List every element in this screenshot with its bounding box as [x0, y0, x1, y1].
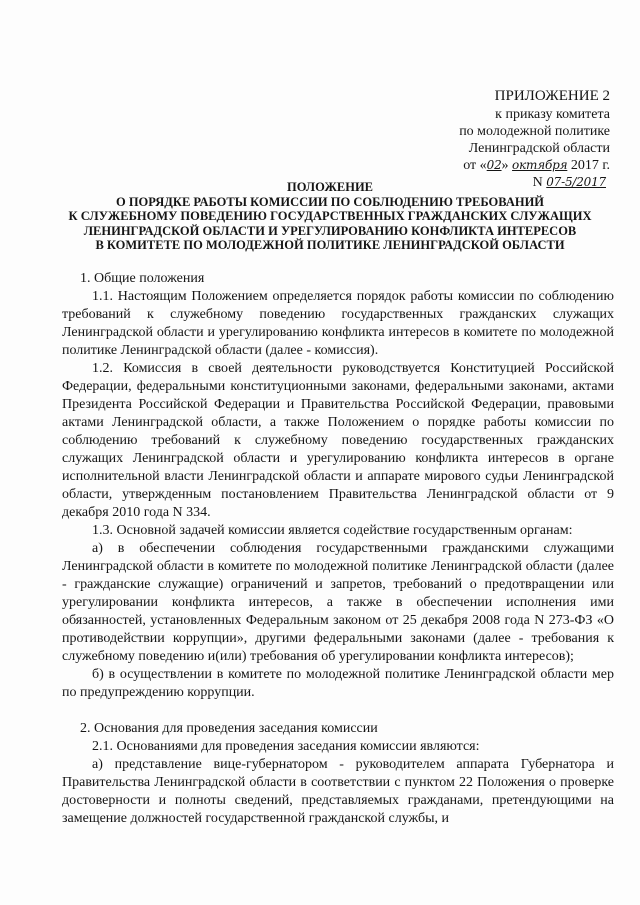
- title-line-3: К СЛУЖЕБНОМУ ПОВЕДЕНИЮ ГОСУДАРСТВЕННЫХ ГРАЖДАНСКИХ СЛУЖАЩИХ: [68, 209, 592, 223]
- date-prefix: от «: [463, 158, 487, 173]
- section-spacer: [62, 702, 614, 720]
- appendix-title: ПРИЛОЖЕНИЕ 2: [494, 88, 610, 104]
- appendix-region-line: Ленинградской области: [468, 141, 610, 156]
- paragraph-2-1-a: а) представление вице-губернатором - руководителем аппарата Губернатора и Правительства Ленинградской области в соответствии с пунктом 22 Положения о проверке достоверности и полноты сведений, представляемых гражданами, претендующими на замещение должностей государственной гражданской службы, и: [62, 757, 614, 826]
- section-1-heading: 1. Общие положения: [80, 271, 205, 286]
- paragraph-2-1: 2.1. Основаниями для проведения заседания комиссии являются:: [92, 739, 480, 754]
- paragraph-1-1: 1.1. Настоящим Положением определяется порядок работы комиссии по соблюдению требований к служебному поведению государственных гражданских служащих Ленинградской области и урегулированию конфликта интересов в комитете по молодежной политике Ленинградской области (далее - комиссия).: [62, 289, 614, 358]
- appendix-header: [400, 88, 610, 191]
- title-line-4: ЛЕНИНГРАДСКОЙ ОБЛАСТИ И УРЕГУЛИРОВАНИЮ КОНФЛИКТА ИНТЕРЕСОВ: [83, 223, 577, 238]
- paragraph-1-3: 1.3. Основной задачей комиссии является содействие государственным органам:: [92, 523, 573, 538]
- appendix-committee-line: по молодежной политике: [459, 124, 610, 139]
- date-year: 2017 г.: [567, 158, 610, 173]
- appendix-date-line: [400, 157, 610, 174]
- title-line-5: В КОМИТЕТЕ ПО МОЛОДЕЖНОЙ ПОЛИТИКЕ ЛЕНИНГРАДСКОЙ ОБЛАСТИ: [95, 238, 565, 252]
- section-2-heading: 2. Основания для проведения заседания комиссии: [80, 721, 378, 736]
- paragraph-1-3-a: а) в обеспечении соблюдения государственными гражданскими служащими Ленинградской области в комитете по молодежной политике Ленинградской области (далее - гражданские служащие) ограничений и запретов, требований о предотвращении или урегулировании конфликта интересов, а также в обеспечении исполнения ими обязанностей, установленных Федеральным законом от 25 декабря 2008 года N 273-ФЗ «О противодействии коррупции», другими федеральными законами (далее - требования к служебному поведению и(или) требования об урегулировании конфликта интересов);: [62, 541, 614, 664]
- number-prefix: N: [532, 175, 547, 190]
- title-line-2: О ПОРЯДКЕ РАБОТЫ КОМИССИИ ПО СОБЛЮДЕНИЮ ТРЕБОВАНИЙ: [115, 194, 545, 209]
- paragraph-1-3-b: б) в осуществлении в комитете по молодежной политике Ленинградской области мер по предупреждению коррупции.: [62, 667, 614, 700]
- document-body: [62, 270, 614, 828]
- date-mid: »: [501, 158, 513, 173]
- handwritten-number: 07-5/2017: [546, 175, 606, 189]
- paragraph-1-2: 1.2. Комиссия в своей деятельности руководствуется Конституцией Российской Федерации, федеральными конституционными законами, федеральными законами, актами Президента Российской Федерации и Правительства Российской Федерации, правовыми актами Ленинградской области, а также Положением о порядке работы комиссии по соблюдению требований к служебному поведению государственных гражданских служащих Ленинградской области и урегулированию конфликта интересов в органе исполнительной власти Ленинградской области и аппарате мирового судьи Ленинградской области, утвержденным постановлением Правительства Ленинградской области от 9 декабря 2010 года N 334.: [62, 361, 614, 520]
- appendix-order-line: к приказу комитета: [495, 107, 610, 122]
- handwritten-month: октября: [512, 158, 568, 172]
- document-title: [40, 180, 620, 253]
- handwritten-day: 02: [486, 158, 502, 172]
- title-line-1: ПОЛОЖЕНИЕ: [286, 180, 374, 194]
